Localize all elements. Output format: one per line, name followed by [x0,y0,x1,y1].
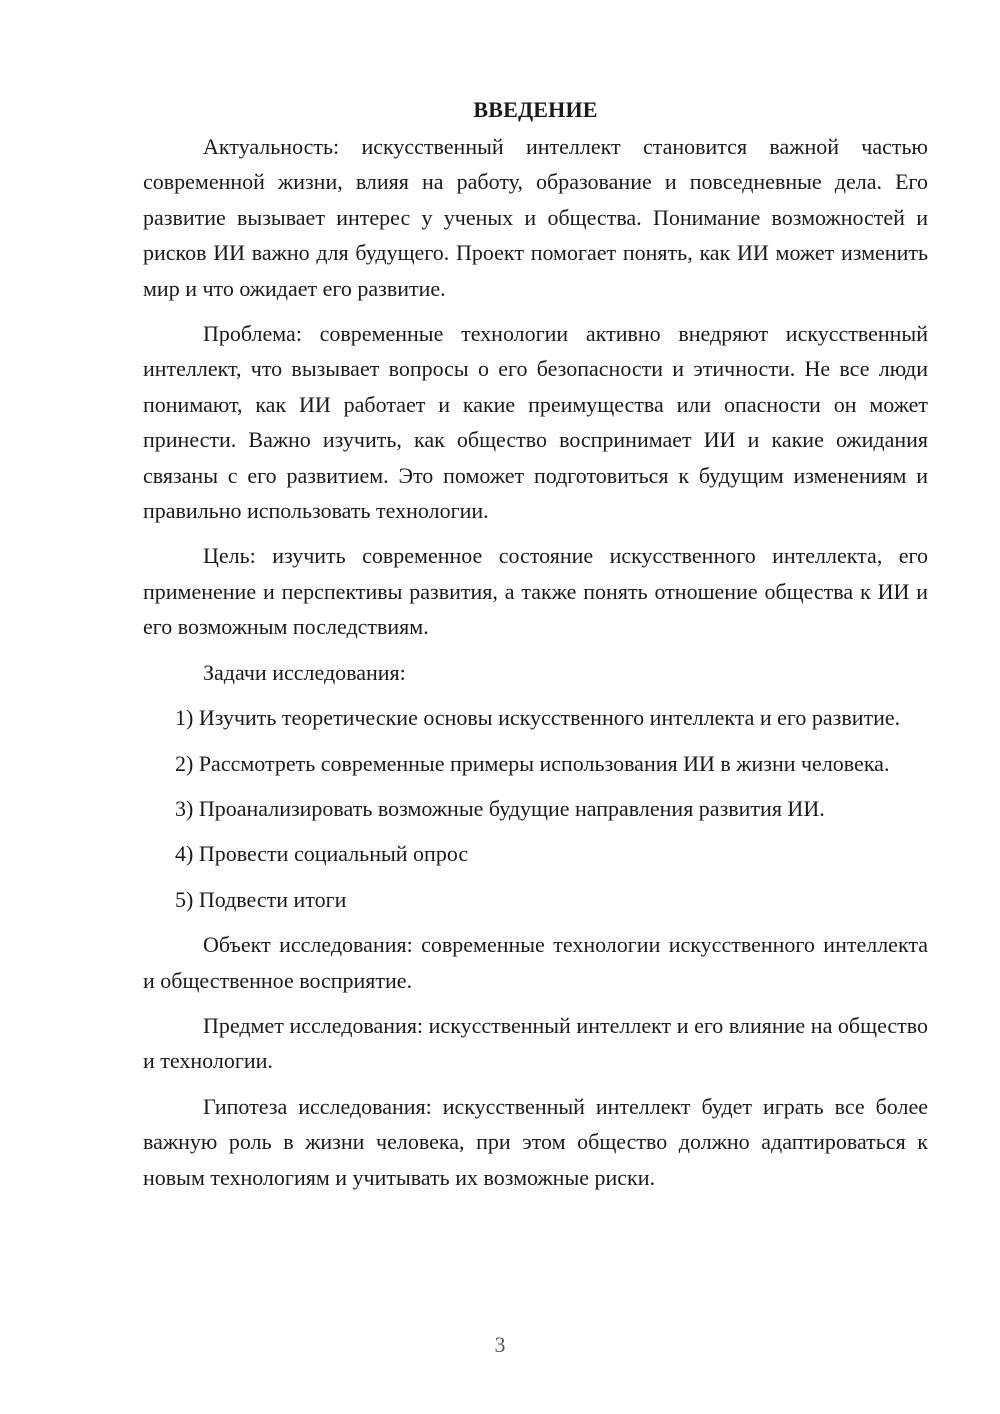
paragraph-hypothesis: Гипотеза исследования: искусственный интеллект будет играть все более важную роль в жизни человека, при этом общество должно адаптироваться к новым технологиям и учитывать их возможные риски. [143,1093,928,1190]
document-page [143,92,928,1322]
paragraph-subject: Предмет исследования: искусственный интеллект и его влияние на общество и технологии. [143,1012,928,1074]
page-title: ВВЕДЕНИЕ [473,97,598,122]
paragraph-relevance: Актуальность: искусственный интеллект становится важной частью современной жизни, влияя на работу, образование и повседневные дела. Его развитие вызывает интерес у ученых и общества. Понимание возможностей и рисков ИИ важно для будущего. Проект помогает понять, как ИИ может изменить мир и что ожидает его развитие. [143,134,928,301]
paragraph-object: Объект исследования: современные технологии искусственного интеллекта и общественное восприятие. [143,932,928,993]
task-item: 3) Проанализировать возможные будущие направления развития ИИ. [175,795,825,821]
task-item: 2) Рассмотреть современные примеры использования ИИ в жизни человека. [175,750,890,776]
task-item: 1) Изучить теоретические основы искусственного интеллекта и его развитие. [175,705,901,731]
task-item: 4) Провести социальный опрос [175,841,469,867]
paragraph-goal: Цель: изучить современное состояние искусственного интеллекта, его применение и перспективы развития, а также понять отношение общества к ИИ и его возможным последствиям. [143,543,928,640]
paragraph-problem: Проблема: современные технологии активно внедряют искусственный интеллект, что вызывает вопросы о его безопасности и этичности. Не все люди понимают, как ИИ работает и какие преимущества или опасности он может принести. Важно изучить, как общество воспринимает ИИ и какие ожидания связаны с его развитием. Это поможет подготовиться к будущим изменениям и правильно использовать технологии. [143,321,928,524]
page-number: 3 [494,1332,506,1357]
tasks-heading: Задачи исследования: [203,659,406,685]
task-item: 5) Подвести итоги [175,886,347,912]
